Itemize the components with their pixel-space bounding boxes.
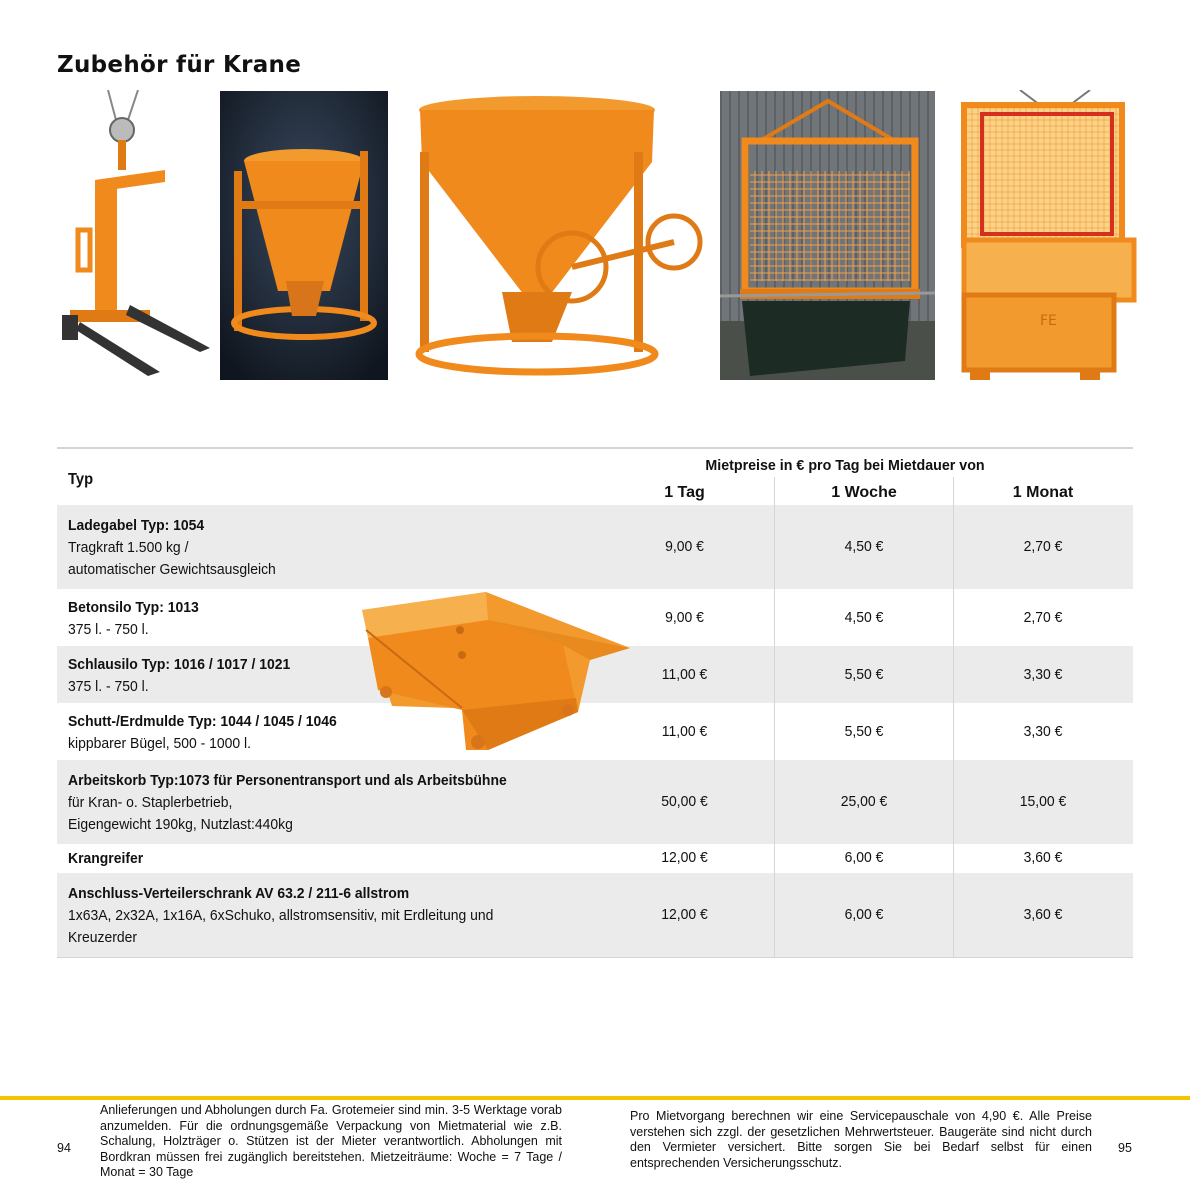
header-rental-price: Mietpreise in € pro Tag bei Mietdauer von [705, 457, 985, 474]
header-typ: Typ [68, 471, 94, 488]
page-number-right: 95 [1118, 1141, 1132, 1155]
work-basket-photo [720, 91, 935, 380]
footer-pricing-note: Pro Mietvorgang berechnen wir eine Servicepauschale von 4,90 €. Alle Preise verstehen sich zzgl. der gesetzlichen Mehrwertsteuer. Baugeräte sind nicht durch den Vermieter versichert. Bitte sorgen Sie bei Bedarf selbst für einen entsprechenden Versicherungsschutz. [630, 1109, 1092, 1170]
price-1-tag: 11,00 € [661, 723, 708, 740]
person-cage-photo [960, 90, 1138, 382]
row-detail: für Kran- o. Staplerbetrieb, [68, 794, 233, 811]
pallet-fork-photo [50, 90, 215, 380]
footer-delivery-note: Anlieferungen und Abholungen durch Fa. Grotemeier sind min. 3-5 Werktage vorab anzumelden. Für die ordnungsgemäße Verpackung von Mietmaterial wie z.B. Schalung, Holzträger o. Stützen ist der Mieter verantwortlich. Abholungen mit Bordkran müssen frei zugänglich bereitstehen. Mietzeiträume: Woche = 7 Tage / Monat = 30 Tage [100, 1103, 562, 1179]
price-1-woche: 5,50 € [844, 723, 884, 740]
table-bottom-rule [57, 957, 1133, 958]
row-detail: Tragkraft 1.500 kg / [68, 539, 189, 556]
price-1-tag: 11,00 € [661, 666, 708, 683]
header-1-woche: 1 Woche [831, 484, 897, 501]
row-name: Anschluss-Verteilerschrank AV 63.2 / 211-6 allstrom [68, 885, 410, 902]
row-detail: automatischer Gewichtsausgleich [68, 561, 276, 578]
price-1-tag: 50,00 € [661, 793, 708, 810]
header-1-monat: 1 Monat [1012, 484, 1074, 501]
table-row [57, 760, 1133, 844]
row-detail: 1x63A, 2x32A, 1x16A, 6xSchuko, allstromsensitiv, mit Erdleitung und [68, 907, 494, 924]
price-1-monat: 15,00 € [1019, 793, 1067, 810]
price-1-monat: 2,70 € [1023, 609, 1063, 626]
price-1-woche: 6,00 € [844, 849, 884, 866]
price-1-tag: 9,00 € [665, 538, 704, 555]
footer-accent-rule [0, 1096, 1190, 1100]
concrete-silo-photo [220, 91, 388, 380]
row-detail: kippbarer Bügel, 500 - 1000 l. [68, 735, 252, 752]
row-name: Krangreifer [68, 850, 144, 867]
price-1-woche: 5,50 € [844, 666, 884, 683]
row-name: Schlausilo Typ: 1016 / 1017 / 1021 [68, 656, 291, 673]
price-1-woche: 25,00 € [840, 793, 888, 810]
price-1-monat: 3,30 € [1023, 666, 1063, 683]
hose-silo-photo [412, 92, 712, 380]
header-1-tag: 1 Tag [664, 484, 705, 501]
table-row [57, 505, 1133, 589]
row-name: Betonsilo Typ: 1013 [68, 599, 199, 616]
price-1-woche: 4,50 € [844, 538, 884, 555]
row-detail: 375 l. - 750 l. [68, 621, 149, 638]
price-1-tag: 9,00 € [665, 609, 704, 626]
row-name: Schutt-/Erdmulde Typ: 1044 / 1045 / 1046 [68, 713, 337, 730]
table-row [57, 873, 1133, 957]
price-1-monat: 2,70 € [1023, 538, 1063, 555]
price-1-woche: 6,00 € [844, 906, 884, 923]
row-detail: Eigengewicht 190kg, Nutzlast:440kg [68, 816, 293, 833]
row-detail: 375 l. - 750 l. [68, 678, 149, 695]
price-1-monat: 3,60 € [1023, 849, 1063, 866]
table-row [57, 844, 1133, 873]
skip-container-photo [358, 590, 636, 752]
price-1-tag: 12,00 € [661, 906, 708, 923]
price-1-monat: 3,30 € [1023, 723, 1063, 740]
row-name: Arbeitskorb Typ:1073 für Personentransport und als Arbeitsbühne [68, 772, 507, 789]
page-number-left: 94 [57, 1141, 71, 1155]
price-1-monat: 3,60 € [1023, 906, 1063, 923]
page-title: Zubehör für Krane [57, 52, 302, 78]
price-1-tag: 12,00 € [661, 849, 708, 866]
column-divider [774, 477, 775, 957]
row-name: Ladegabel Typ: 1054 [68, 517, 205, 534]
price-1-woche: 4,50 € [844, 609, 884, 626]
column-divider [953, 477, 954, 957]
svg-text:FE: FE [1040, 313, 1057, 329]
row-detail: Kreuzerder [68, 929, 138, 946]
table-top-rule [57, 447, 1133, 449]
